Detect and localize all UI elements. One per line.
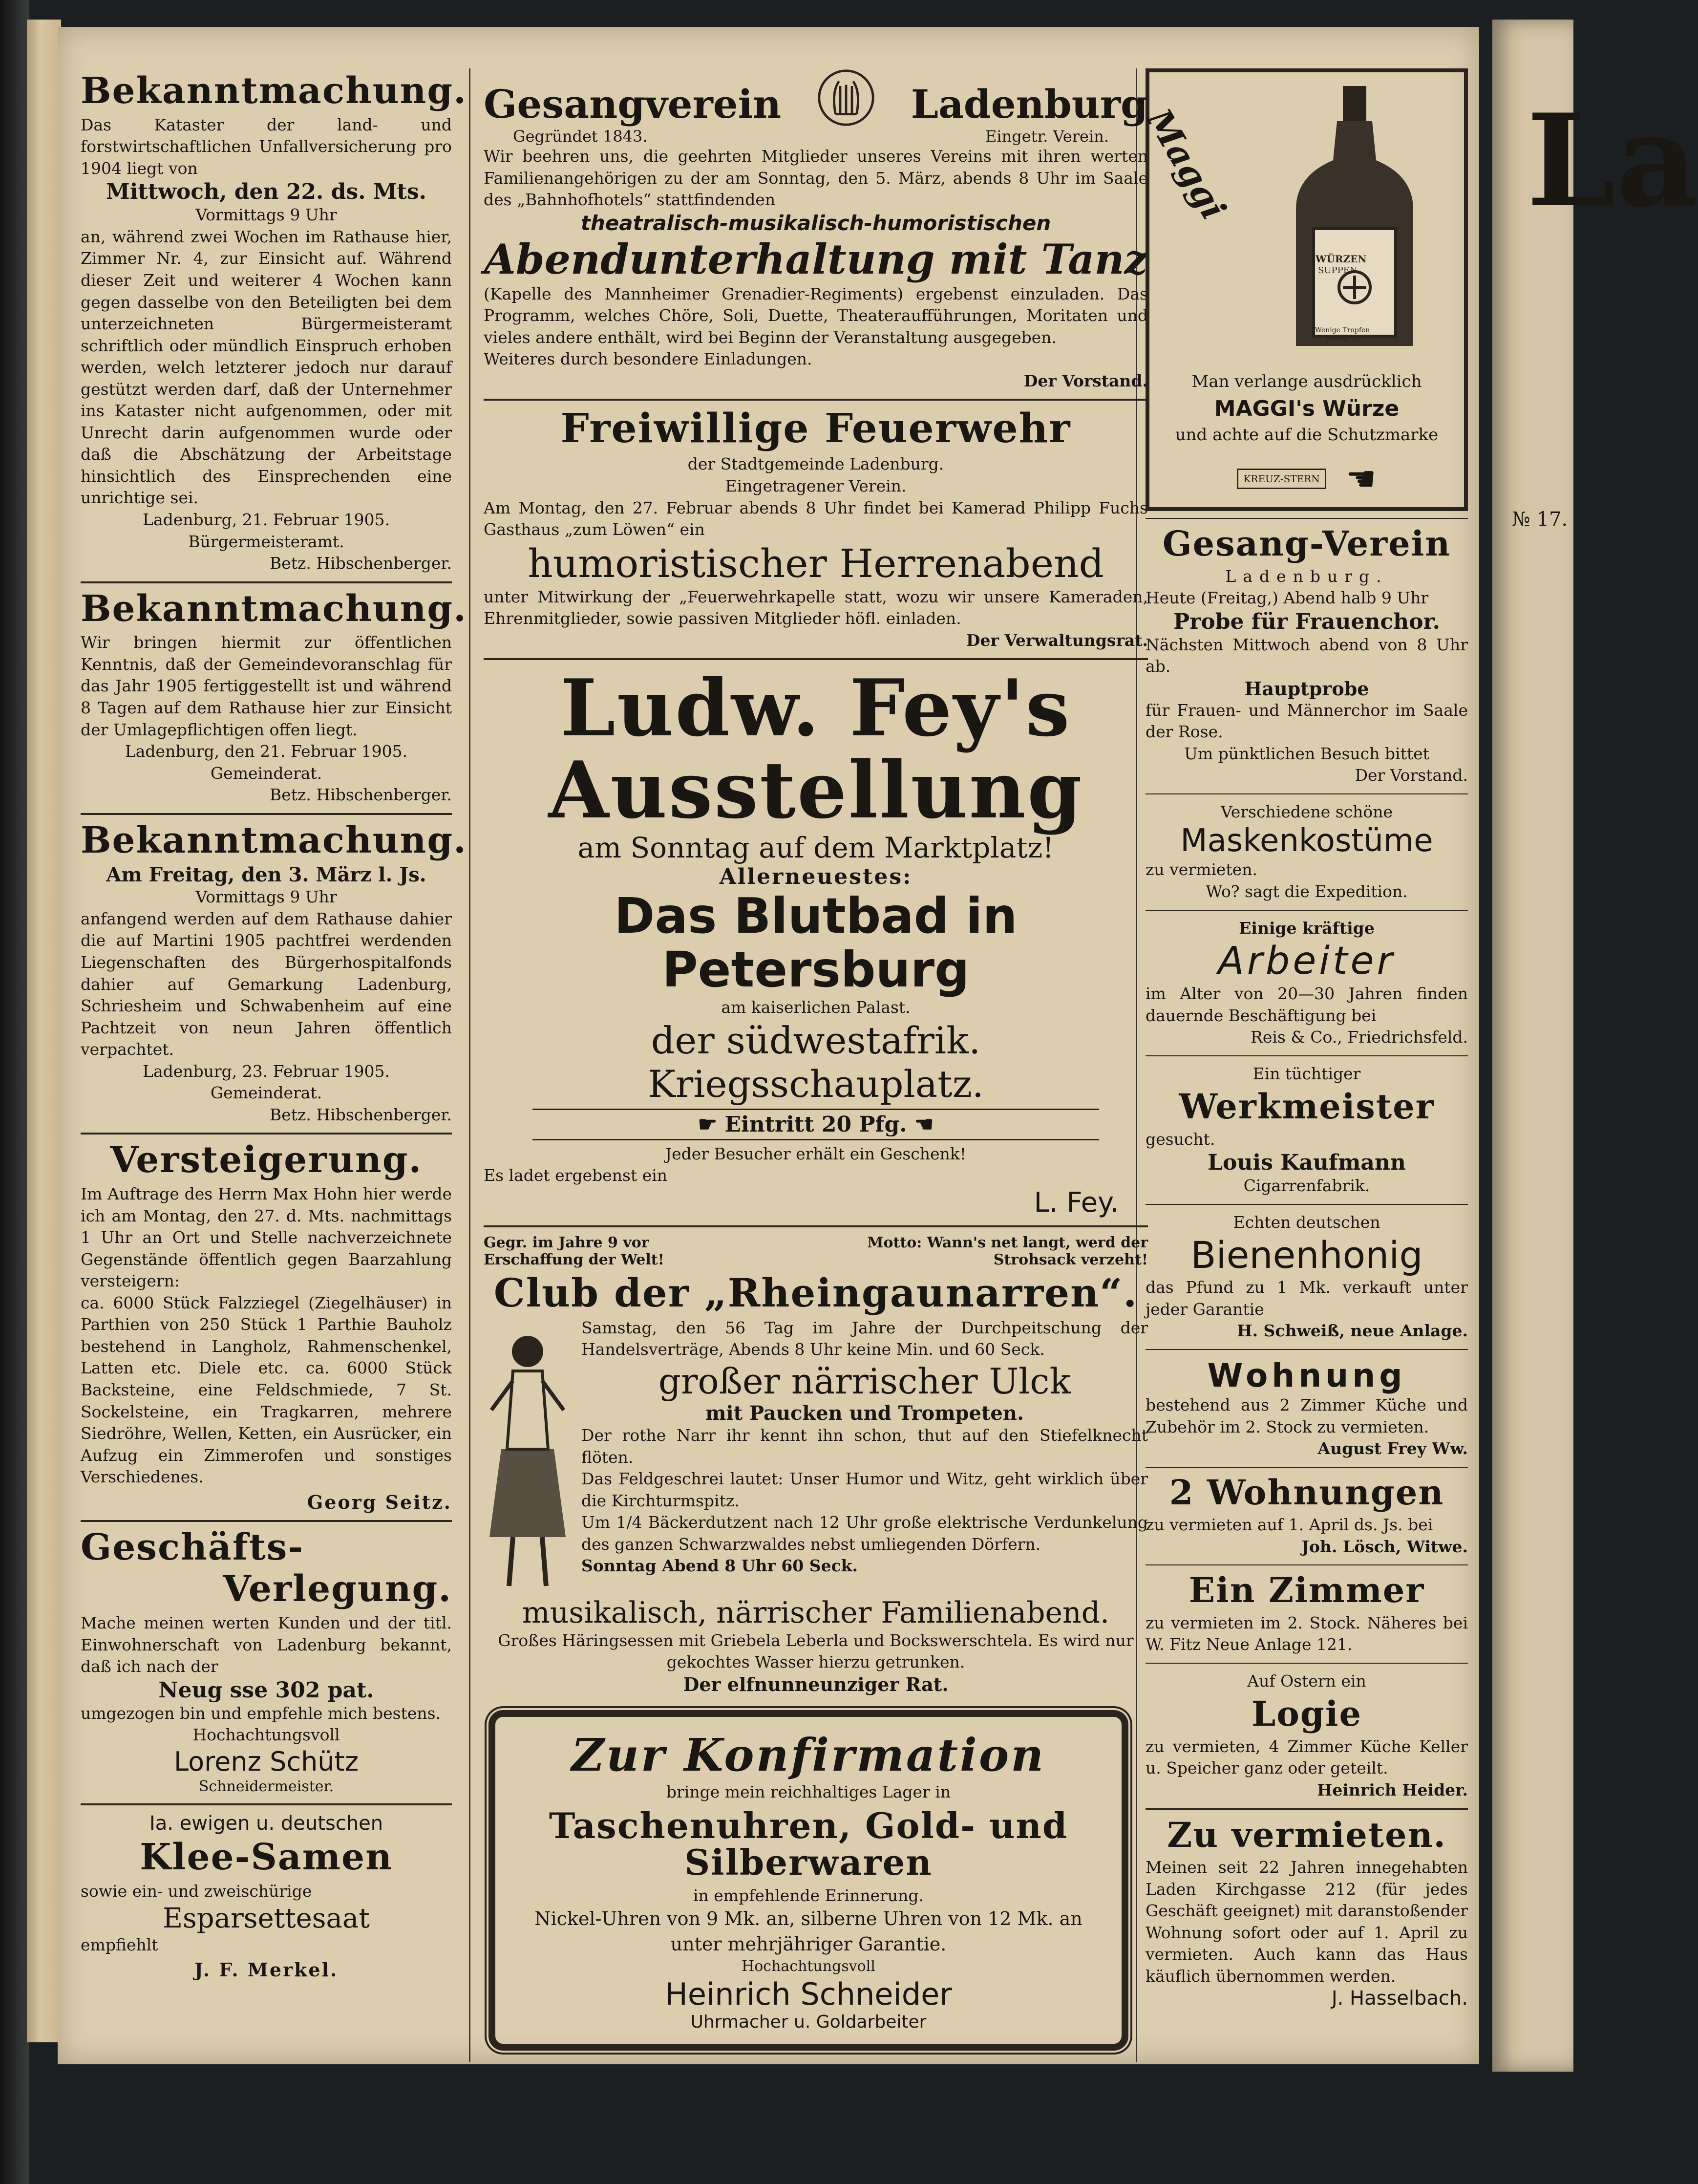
divider bbox=[81, 581, 452, 583]
ad-line: Ia. ewigen u. deutschen bbox=[149, 1812, 383, 1835]
ad-line: sowie ein- und zweischürige bbox=[81, 1882, 312, 1901]
ad-versteigerung bbox=[81, 1141, 452, 1513]
ad-body: anfangend werden auf dem Rathause dahier die auf Martini 1905 pachtfrei werdenden Liegenschaften des Bürgerhospitalfonds dahier auf Gemarkung Ladenburg, Schriesheim und Schwabenheim auf eine Pachtzeit von neun Jahren öffentlich verpachtet. bbox=[81, 909, 452, 1059]
ad-line: Auf Ostern ein bbox=[1247, 1671, 1366, 1691]
ad-body: zu vermieten, 4 Zimmer Küche Keller u. Speicher ganz oder geteilt. bbox=[1146, 1736, 1468, 1778]
club-event-sub: mit Paucken und Trompeten. bbox=[705, 1402, 1024, 1425]
ad-heading: Geschäfts- bbox=[81, 1526, 304, 1568]
konf-title: Zur Konfirmation bbox=[571, 1729, 1046, 1782]
maggi-line: MAGGI's Würze bbox=[1214, 396, 1400, 421]
ad-date: Mittwoch, den 22. ds. Mts. bbox=[106, 179, 426, 205]
ad-heading: Esparsettesaat bbox=[163, 1902, 370, 1934]
ad-zu-vermieten bbox=[1146, 1814, 1468, 2010]
column-right bbox=[1139, 68, 1468, 2010]
ad-heading: Klee-Samen bbox=[140, 1836, 393, 1879]
ad-address: Neug sse 302 pat. bbox=[158, 1677, 374, 1703]
ad-hauptprobe: Hauptprobe bbox=[1244, 677, 1369, 700]
gv-word: Gesangverein bbox=[484, 81, 782, 127]
ad-place-date: Ladenburg, 23. Februar 1905. bbox=[143, 1061, 390, 1081]
divider bbox=[484, 399, 1148, 401]
maggi-line: und achte auf die Schutzmarke bbox=[1175, 425, 1439, 445]
ad-heading: Werkmeister bbox=[1179, 1086, 1435, 1127]
ad-fey-ausstellung bbox=[484, 662, 1148, 1219]
ad-signature: Georg Seitz. bbox=[307, 1491, 452, 1513]
lyre-emblem-icon bbox=[817, 68, 875, 127]
ad-line: gesucht. bbox=[1146, 1129, 1215, 1149]
ad-role: Schneidermeister. bbox=[198, 1777, 334, 1795]
ad-place-date: Ladenburg, 21. Februar 1905. bbox=[143, 510, 390, 529]
club-motto: Motto: Wann's net langt, werd der Strohsack verzeht! bbox=[867, 1234, 1148, 1268]
ad-place-date: Ladenburg, den 21. Februar 1905. bbox=[125, 742, 408, 761]
ad-heading: Bekanntmachung. bbox=[81, 587, 467, 630]
club-event: großer närrischer Ulck bbox=[658, 1361, 1071, 1402]
ad-logie bbox=[1146, 1670, 1468, 1801]
konf-name: Heinrich Schneider bbox=[665, 1976, 952, 2013]
ad-heading: Gesang-Verein bbox=[1162, 523, 1451, 564]
pointing-hand-icon: ☚ bbox=[914, 1112, 934, 1137]
fey-title: Ludw. Fey's Ausstellung bbox=[548, 662, 1083, 836]
club-note: Gegr. im Jahre 9 vor Erschaffung der Welt! bbox=[484, 1234, 664, 1268]
ad-signature: Der Verwaltungsrat. bbox=[966, 630, 1148, 650]
divider bbox=[81, 813, 452, 815]
divider bbox=[1146, 1564, 1468, 1565]
ad-verpachtung bbox=[81, 819, 467, 1126]
divider bbox=[1146, 1467, 1468, 1468]
ad-time: Vormittags 9 Uhr bbox=[195, 887, 337, 907]
ad-voranschlag bbox=[81, 587, 467, 806]
ad-signature: Heinrich Heider. bbox=[1317, 1780, 1468, 1799]
divider bbox=[484, 1225, 1148, 1227]
maggi-label: Wenige Tropfen genügen. bbox=[1315, 326, 1370, 342]
ad-line: Echten deutschen bbox=[1233, 1212, 1380, 1232]
ad-role: Cigarrenfabrik. bbox=[1243, 1176, 1370, 1196]
ad-heading: Bienenhonig bbox=[1190, 1233, 1423, 1277]
ad-konfirmation bbox=[488, 1710, 1128, 2051]
konf-role: Uhrmacher u. Goldarbeiter bbox=[690, 2012, 927, 2033]
ad-line: Ein tüchtiger bbox=[1252, 1064, 1361, 1083]
maggi-trademark: KREUZ-STERN bbox=[1237, 469, 1326, 489]
ad-body: Heute (Freitag,) Abend halb 9 Uhr bbox=[1146, 588, 1429, 608]
ad-body: Wir beehren uns, die geehrten Mitglieder unseres Vereins mit ihren werten Familienangehörigen zu der am Sonntag, den 5. März, abends 8 Uhr im Saale des „Bahnhofhotels“ stattfindenden bbox=[484, 147, 1148, 210]
ad-sub: Eingetragener Verein. bbox=[725, 476, 907, 496]
konf-line: bringe mein reichhaltiges Lager in bbox=[666, 1782, 951, 1802]
divider bbox=[81, 1520, 452, 1522]
ad-body: umgezogen bin und empfehle mich bestens. bbox=[81, 1703, 441, 1723]
ad-wohnung bbox=[1146, 1357, 1468, 1460]
ad-line: Verschiedene schöne bbox=[1220, 802, 1393, 821]
ad-name: Lorenz Schütz bbox=[173, 1746, 359, 1777]
ad-kataster bbox=[81, 70, 467, 575]
divider bbox=[1146, 1204, 1468, 1205]
club-event: musikalisch, närrischer Familienabend. bbox=[522, 1595, 1110, 1630]
ad-body: Mache meinen werten Kunden und der titl. Einwohnerschaft von Ladenburg bekannt, daß ich nach der bbox=[81, 1613, 452, 1676]
ad-heading: Versteigerung. bbox=[110, 1139, 423, 1181]
divider bbox=[1146, 518, 1468, 519]
column-rule bbox=[469, 68, 470, 2062]
ad-heading: Ein Zimmer bbox=[1189, 1570, 1425, 1611]
ad-signature: Betz. Hibschenberger. bbox=[269, 1105, 452, 1124]
ad-body: Meinen seit 22 Jahren innegehabten Laden Kirchgasse 212 (für jedes Geschäft geeignet) mit daranstoßender Wohnung sofort oder auf 1. April zu vermieten. Auch kann das Haus käuflich übernommen werden. bbox=[1146, 1858, 1468, 1986]
ad-geschaeftsverlegung bbox=[81, 1526, 452, 1797]
ad-signature: Joh. Lösch, Witwe. bbox=[1301, 1537, 1468, 1556]
ad-signature: J. F. Merkel. bbox=[194, 1959, 339, 1981]
maggi-bottle-icon bbox=[1267, 82, 1443, 361]
ad-heading: Bekanntmachung. bbox=[81, 819, 467, 861]
ad-body: Das Feldgeschrei lautet: Unser Humor und Witz, geht wirklich über die Kirchturmspitz. bbox=[581, 1469, 1148, 1510]
ad-club-rheingaunarren bbox=[484, 1234, 1148, 1695]
ad-body: unter Mitwirkung der „Feuerwehrkapelle statt, wozu wir unsere Kameraden, Ehrenmitglieder, sowie passiven Mitglieder höfl. einladen. bbox=[484, 587, 1148, 628]
ad-signature: Betz. Hibschenberger. bbox=[269, 785, 452, 805]
ad-heading: Maskenkostüme bbox=[1180, 823, 1433, 859]
ad-heading: Club der „Rheingaunarren“. bbox=[493, 1269, 1138, 1316]
divider bbox=[1146, 1349, 1468, 1350]
ad-items: ca. 6000 Stück Falzziegel (Ziegelhäuser) in Parthien von 250 Stück 1 Parthie Bauholz bestehend in Langholz, Rahmenschenkel, Latten etc. Diele etc. ca. 6000 Stück Backsteine, eine Feldschmiede, 7 St. Sockelsteine, ein Tragkarren, mehrere Siedröhre, Wellen, Ketten, ein Ausrücker, ein Aufzug ein Zimmerofen und sonstiges Verschiedenes. bbox=[81, 1293, 452, 1487]
ad-body: an, während zwei Wochen im Rathause hier, Zimmer Nr. 4, zur Einsicht auf. Während dieser Zeit und weiterer 4 Wochen kann gegen dasselbe von den Beteiligten bei dem unterzeichneten Bürgermeisteramt schriftlich oder mündlich Einspruch erhoben werden, welch letzterer jedoch nur darauf gestützt werden darf, daß der Unternehmer ins Kataster nicht aufgenommen, oder mit Unrecht darin aufgenommen wurde oder daß die Abschätzung der Arbeitstage hinsichtlich des Einsprechenden eine unrichtige sei. bbox=[81, 227, 452, 508]
ad-maggi bbox=[1139, 68, 1468, 511]
ad-firm: Reis & Co., Friedrichsfeld. bbox=[1250, 1028, 1468, 1047]
ad-signature: Der Vorstand. bbox=[1023, 371, 1148, 390]
ad-heading: Wohnung bbox=[1207, 1357, 1406, 1395]
ff-event: humoristischer Herrenabend bbox=[528, 540, 1104, 586]
ad-signature: August Frey Ww. bbox=[1317, 1439, 1468, 1458]
ad-bienenhonig bbox=[1146, 1212, 1468, 1342]
ad-body: Am Montag, den 27. Februar abends 8 Uhr findet bei Kamerad Philipp Fuchs Gasthaus „zum Löwen“ ein bbox=[484, 498, 1148, 539]
ad-town: Ladenburg. bbox=[1225, 566, 1388, 586]
ad-body: Sonntag Abend 8 Uhr 60 Seck. bbox=[581, 1556, 858, 1576]
gv-title: Abendunterhaltung mit Tanz bbox=[484, 235, 1148, 283]
maggi-line: Man verlange ausdrücklich bbox=[1191, 372, 1422, 391]
ad-office: Gemeinderat. bbox=[210, 1083, 322, 1103]
konf-head: Taschenuhren, Gold- und Silberwaren bbox=[549, 1804, 1068, 1884]
ad-body: Weiteres durch besondere Einladungen. bbox=[484, 349, 812, 369]
ad-werkmeister bbox=[1146, 1063, 1468, 1197]
fey-sub: am Sonntag auf dem Marktplatz! bbox=[577, 831, 1054, 865]
binding-spine bbox=[0, 0, 29, 2184]
next-page-masthead: La bbox=[1527, 86, 1698, 236]
ad-heading: Logie bbox=[1252, 1693, 1362, 1734]
ad-body: das Pfund zu 1 Mk. verkauft unter jeder Garantie bbox=[1146, 1278, 1468, 1319]
gv-kind: theatralisch-musikalisch-humoristischen bbox=[580, 211, 1051, 235]
divider bbox=[1146, 793, 1468, 794]
ad-body: bestehend aus 2 Zimmer Küche und Zubehör im 2. Stock zu vermieten. bbox=[1146, 1395, 1468, 1436]
ad-heading: 2 Wohnungen bbox=[1169, 1472, 1444, 1513]
ad-line: empfiehlt bbox=[81, 1935, 158, 1954]
fey-gift: Jeder Besucher erhält ein Geschenk! bbox=[665, 1144, 967, 1163]
ad-2-wohnungen bbox=[1146, 1472, 1468, 1558]
ad-signature: H. Schweiß, neue Anlage. bbox=[1237, 1321, 1468, 1341]
next-page-number: № 17. bbox=[1512, 508, 1568, 531]
ad-time: Vormittags 9 Uhr bbox=[195, 205, 337, 225]
gv-registered: Eingetr. Verein. bbox=[985, 127, 1109, 146]
divider bbox=[81, 1133, 452, 1135]
divider bbox=[1146, 1808, 1468, 1810]
fey-show: der südwestafrik. Kriegsschauplatz. bbox=[648, 1018, 984, 1106]
fey-show: Das Blutbad in Petersburg bbox=[614, 887, 1018, 999]
ad-sub: der Stadtgemeinde Ladenburg. bbox=[687, 454, 944, 474]
ad-signature: Der elfnunneunziger Rat. bbox=[683, 1673, 949, 1696]
konf-line: in empfehlende Erinnerung. bbox=[693, 1885, 924, 1905]
ad-body: Um pünktlichen Besuch bittet bbox=[1184, 744, 1429, 763]
ad-office: Bürgermeisteramt. bbox=[188, 532, 344, 551]
ad-heading: Bekanntmachung. bbox=[81, 70, 467, 112]
divider bbox=[81, 1803, 452, 1805]
ad-body: zu vermieten auf 1. April ds. Js. bei bbox=[1146, 1515, 1433, 1535]
ad-body: (Kapelle des Mannheimer Grenadier-Regiments) ergebenst einzuladen. Das Programm, welches Chöre, Soli, Duette, Theateraufführungen, Moritaten und vieles andere enthält, wird bei Beginn der Veranstaltung ausgegeben. bbox=[484, 284, 1148, 347]
konf-prices: Nickel-Uhren von 9 Mk. an, silberne Uhren von 12 Mk. an unter mehrjähriger Garantie. bbox=[534, 1908, 1082, 1955]
ad-maskenkostueme bbox=[1146, 801, 1468, 903]
ad-body: im Alter von 20—30 Jahren finden dauernde Beschäftigung bei bbox=[1146, 984, 1468, 1025]
ad-signature: J. Hasselbach. bbox=[1331, 1987, 1468, 2010]
ad-heading: Arbeiter bbox=[1218, 939, 1396, 984]
gv-word: Ladenburg bbox=[911, 81, 1148, 127]
ad-body: Der rothe Narr ihr kennt ihn schon, thut auf den Stiefelknecht flöten. bbox=[581, 1426, 1148, 1467]
ad-body: für Frauen- und Männerchor im Saale der Rose. bbox=[1146, 700, 1468, 742]
fey-invite: Es ladet ergebenst ein bbox=[484, 1166, 668, 1185]
ad-name: Louis Kaufmann bbox=[1208, 1150, 1406, 1176]
fey-entry: Eintritt 20 Pfg. bbox=[724, 1112, 907, 1137]
ad-probe: Probe für Frauenchor. bbox=[1173, 609, 1440, 634]
ad-feuerwehr bbox=[484, 407, 1148, 651]
pointing-hand-icon: ☚ bbox=[1345, 458, 1377, 499]
divider bbox=[1146, 1055, 1468, 1056]
ad-heading: Zu vermieten. bbox=[1167, 1814, 1446, 1855]
ad-ein-zimmer bbox=[1146, 1572, 1468, 1656]
ad-body: Um 1/4 Bäckerdutzent nach 12 Uhr große elektrische Verdunkelung des ganzen Schwarzwaldes nebst umliegenden Dörfern. bbox=[581, 1513, 1148, 1554]
maggi-label: SUPPEN bbox=[1318, 265, 1358, 276]
column-middle bbox=[484, 68, 1148, 2051]
gv-founded: Gegründet 1843. bbox=[513, 127, 648, 146]
ad-office: Gemeinderat. bbox=[210, 763, 322, 783]
divider bbox=[484, 658, 1148, 660]
ad-signature: Betz. Hibschenberger. bbox=[269, 554, 452, 573]
ad-body: Wir bringen hiermit zur öffentlichen Kenntnis, daß der Gemeindevoranschlag für das Jahr 1905 fertiggestellt ist und während 8 Tagen auf dem Rathause hier zur Einsicht der Umlagepflichtigen offen liegt. bbox=[81, 633, 452, 739]
maggi-label: WÜRZEN bbox=[1316, 253, 1367, 265]
ad-gesangverein bbox=[484, 68, 1148, 392]
ad-signature: Der Vorstand. bbox=[1355, 766, 1468, 785]
konf-greeting: Hochachtungsvoll bbox=[742, 1957, 875, 1975]
page-edge bbox=[27, 20, 61, 2042]
ad-kleesamen bbox=[81, 1812, 452, 1981]
divider bbox=[1146, 910, 1468, 911]
next-page-edge bbox=[1492, 20, 1698, 2072]
ad-heading: Verlegung. bbox=[223, 1568, 452, 1610]
ad-body: Großes Häringsessen mit Griebela Leberla und Bockswerschtela. Es wird nur gekochtes Wasser hierzu getrunken. bbox=[498, 1630, 1134, 1672]
ad-line: Wo? sagt die Expedition. bbox=[1206, 881, 1408, 901]
ad-line: Einige kräftige bbox=[1239, 918, 1375, 938]
ad-body: zu vermieten im 2. Stock. Näheres bei W. Fitz Neue Anlage 121. bbox=[1146, 1613, 1468, 1654]
fey-newest: Allerneuestes: bbox=[719, 864, 913, 890]
ad-date: Am Freitag, den 3. März l. Js. bbox=[106, 863, 426, 887]
ad-body: Samstag, den 56 Tag im Jahre der Durchpeitschung der Handelsverträge, Abends 8 Uhr keine Min. und 60 Seck. bbox=[581, 1318, 1148, 1359]
ad-body: Nächsten Mittwoch abend von 8 Uhr ab. bbox=[1146, 635, 1468, 676]
column-left bbox=[81, 68, 467, 1981]
pointing-hand-icon: ☛ bbox=[698, 1112, 718, 1137]
ad-heading: Freiwillige Feuerwehr bbox=[560, 405, 1071, 452]
maggi-brand: Maggi bbox=[1139, 102, 1234, 227]
ad-gesang-verein bbox=[1146, 523, 1468, 787]
ad-line: zu vermieten. bbox=[1146, 860, 1257, 879]
divider bbox=[1146, 1663, 1468, 1664]
fey-at: am kaiserlichen Palast. bbox=[721, 998, 911, 1017]
jester-figure-icon bbox=[484, 1322, 572, 1596]
ad-body: Das Kataster der land- und forstwirtschaftlichen Unfallversicherung pro 1904 liegt von bbox=[81, 115, 452, 178]
ad-signature: L. Fey. bbox=[1034, 1186, 1119, 1219]
ad-greeting: Hochachtungsvoll bbox=[192, 1725, 340, 1745]
ad-arbeiter bbox=[1146, 918, 1468, 1049]
ad-body: Im Auftrage des Herrn Max Hohn hier werde ich am Montag, den 27. d. Mts. nachmittags 1 Uhr an Ort und Stelle nachverzeichnete Gegenstände öffentlich gegen Baarzahlung versteigern: bbox=[81, 1184, 452, 1291]
